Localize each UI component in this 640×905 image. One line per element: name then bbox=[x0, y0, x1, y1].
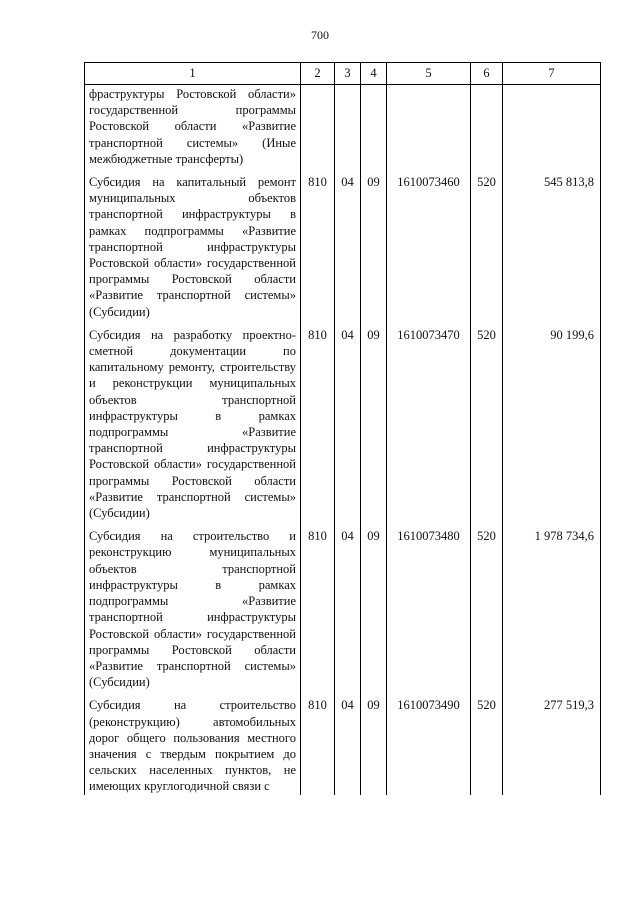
cell-section: 04 bbox=[335, 696, 361, 794]
column-header: 6 bbox=[471, 63, 503, 85]
cell-amount: 277 519,3 bbox=[503, 696, 601, 794]
cell-subsection: 09 bbox=[361, 173, 387, 320]
row-description: Субсидия на капитальный ремонт муниципальных объектов транспортной инфраструктуры в рамках подпрограммы «Развитие транспортной инфраструктуры Ростовской области» государственной программы Ростовской области «Развитие транспортной системы» (Субсидии) bbox=[85, 173, 301, 320]
cell-amount bbox=[503, 85, 601, 168]
cell-ministry-code: 810 bbox=[301, 326, 335, 521]
cell-section bbox=[335, 85, 361, 168]
column-header: 3 bbox=[335, 63, 361, 85]
table-row bbox=[85, 85, 601, 168]
table-row bbox=[85, 527, 601, 690]
cell-subsection bbox=[361, 85, 387, 168]
cell-expense-type: 520 bbox=[471, 696, 503, 794]
cell-ministry-code bbox=[301, 85, 335, 168]
cell-amount: 1 978 734,6 bbox=[503, 527, 601, 690]
cell-section: 04 bbox=[335, 173, 361, 320]
column-header: 4 bbox=[361, 63, 387, 85]
cell-target-code bbox=[387, 85, 471, 168]
table-row bbox=[85, 696, 601, 794]
cell-target-code: 1610073480 bbox=[387, 527, 471, 690]
table-row bbox=[85, 326, 601, 521]
column-header: 2 bbox=[301, 63, 335, 85]
cell-target-code: 1610073470 bbox=[387, 326, 471, 521]
row-description: Субсидия на разработку проектно-сметной документации по капитальному ремонту, строительству и реконструкции муниципальных объектов транспортной инфраструктуры в рамках подпрограммы «Развитие транспортной инфраструктуры Ростовской области» государственной программы Ростовской области «Развитие транспортной системы» (Субсидии) bbox=[85, 326, 301, 521]
cell-amount: 545 813,8 bbox=[503, 173, 601, 320]
row-description: фраструктуры Ростовской области» государственной программы Ростовской области «Развитие транспортной системы» (Иные межбюджетные трансферты) bbox=[85, 85, 301, 168]
cell-subsection: 09 bbox=[361, 527, 387, 690]
cell-amount: 90 199,6 bbox=[503, 326, 601, 521]
cell-subsection: 09 bbox=[361, 696, 387, 794]
row-description: Субсидия на строительство (реконструкцию) автомобильных дорог общего пользования местного значения с твердым покрытием до сельских населенных пунктов, не имеющих круглогодичной связи с bbox=[85, 696, 301, 794]
cell-section: 04 bbox=[335, 527, 361, 690]
cell-ministry-code: 810 bbox=[301, 696, 335, 794]
column-header: 7 bbox=[503, 63, 601, 85]
cell-target-code: 1610073490 bbox=[387, 696, 471, 794]
cell-ministry-code: 810 bbox=[301, 527, 335, 690]
cell-section: 04 bbox=[335, 326, 361, 521]
column-header: 1 bbox=[85, 63, 301, 85]
table-row bbox=[85, 173, 601, 320]
cell-expense-type: 520 bbox=[471, 173, 503, 320]
cell-target-code: 1610073460 bbox=[387, 173, 471, 320]
budget-table bbox=[84, 62, 601, 795]
cell-ministry-code: 810 bbox=[301, 173, 335, 320]
table-header-row bbox=[85, 63, 601, 85]
column-header: 5 bbox=[387, 63, 471, 85]
cell-expense-type: 520 bbox=[471, 326, 503, 521]
row-description: Субсидия на строительство и реконструкцию муниципальных объектов транспортной инфраструктуры в рамках подпрограммы «Развитие транспортной инфраструктуры Ростовской области» государственной программы Ростовской области «Развитие транспортной системы» (Субсидии) bbox=[85, 527, 301, 690]
cell-expense-type bbox=[471, 85, 503, 168]
page-number: 700 bbox=[311, 28, 329, 42]
cell-expense-type: 520 bbox=[471, 527, 503, 690]
cell-subsection: 09 bbox=[361, 326, 387, 521]
